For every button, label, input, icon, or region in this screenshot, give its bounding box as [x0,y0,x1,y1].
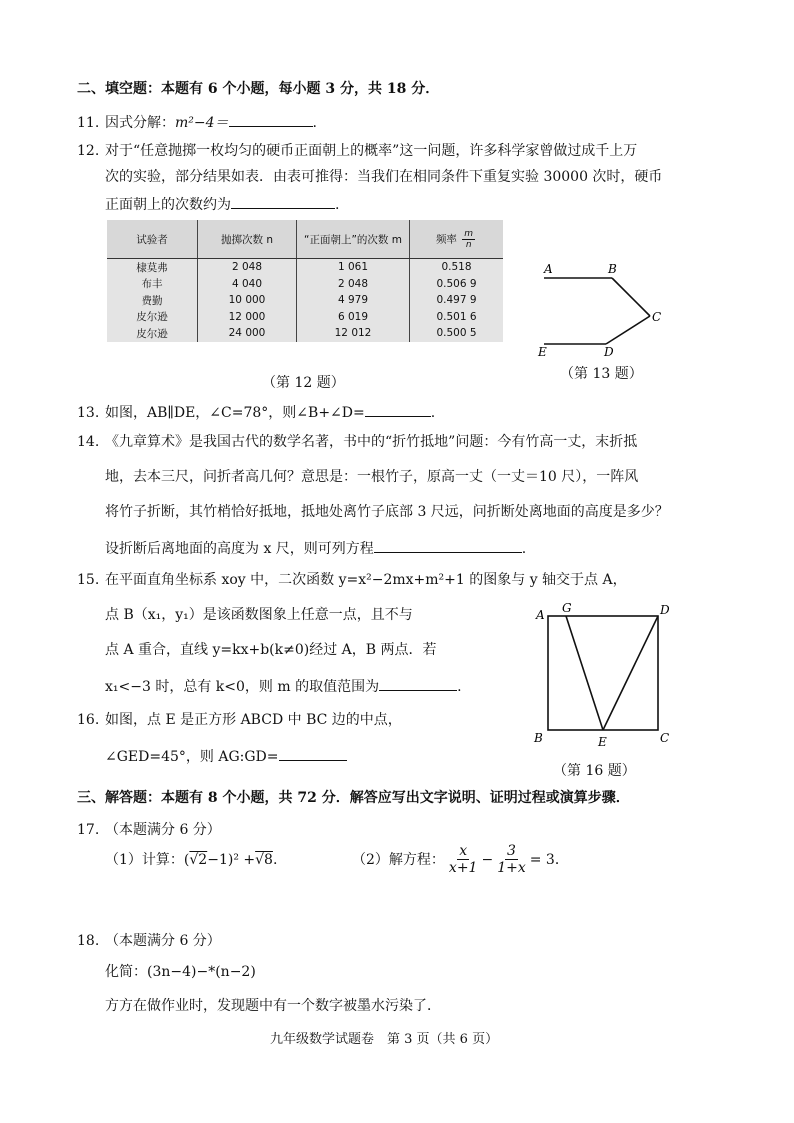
table-header-cell: “正面朝上”的次数 m [297,220,410,259]
page-footer: 九年级数学试题卷 第 3 页（共 6 页） [270,1032,499,1047]
line-bc [612,278,650,316]
table-cell: 0.506 9 [410,276,504,293]
q16-text-2: ∠GED=45°，则 AG:GD= [105,749,279,765]
q15-text-3: 点 A 重合，直线 y=kx+b(k≠0)经过 A，B 两点．若 [105,642,437,658]
q12-answer-blank[interactable] [231,194,335,209]
table-cell: 皮尔逊 [136,311,168,324]
q17-expr-mid: −1)² + [207,852,256,868]
q17-sqrt2: √2 [189,852,208,868]
frequency-denominator: n [465,239,472,250]
q17-minus: − [481,851,494,868]
q16-figure [528,602,678,752]
q16-text-1: 如图，点 E 是正方形 ABCD 中 BC 边的中点， [105,712,402,728]
q17-frac1-denominator: x+1 [448,860,478,876]
table-cell: 4 040 [198,276,297,293]
q13-answer-blank[interactable] [365,402,431,417]
question-11 [77,112,317,132]
line-cd [606,316,650,344]
q18-number: 18. [77,933,100,949]
q17-frac2-numerator: 3 [507,843,516,859]
table-row [107,309,503,326]
q13-figure [530,258,670,358]
q11-prefix: 因式分解： [105,115,175,131]
label-e: E [538,345,547,358]
label-a: A [536,608,545,622]
q18-score: （本题满分 6 分） [105,933,221,949]
table-row [107,259,503,276]
q17-fraction-2 [495,843,528,876]
q12-number: 12. [77,143,100,159]
label-c: C [652,310,662,324]
q17-sqrt8: √8 [255,852,273,868]
question-14-line4 [105,538,526,558]
table-cell: 费勤 [141,294,163,307]
q14-answer-blank[interactable] [374,538,522,553]
q13-end: . [430,405,436,421]
table-header-row [107,220,503,259]
square-abcd [548,616,658,730]
q11-expression: m²−4＝ [175,115,229,131]
q12-end: . [335,197,340,213]
table-cell: 0.497 9 [410,292,504,309]
table-cell: 12 012 [297,325,410,342]
q17-number: 17. [77,822,100,838]
q12-text-1: 对于“任意抛掷一枚均匀的硬币正面朝上的概率”这一问题，许多科学家曾做过成千上万 [105,143,638,159]
table-cell: 布丰 [141,278,163,291]
label-b: B [608,262,617,276]
label-g: G [562,602,572,615]
q14-text-1: 《九章算术》是我国古代的数学名著，书中的“折竹抵地”问题：今有竹高一丈，末折抵 [105,434,638,450]
table-cell: 1 061 [297,259,410,276]
q16-number: 16. [77,712,100,728]
table-cell: 2 048 [198,259,297,276]
q12-text-2: 次的实验，部分结果如表．由表可推得：当我们在相同条件下重复实验 30000 次时，硬币 [105,169,663,185]
table-cell: 0.500 5 [410,325,504,342]
question-16-line2 [105,746,347,766]
q14-text-3: 将竹子折断，其竹梢恰好抵地，抵地处离竹子底部 3 尺远，问折断处离地面的高度是多少？ [105,504,669,520]
q11-number: 11. [77,115,100,131]
table-cell: 12 000 [198,309,297,326]
q15-text-1: 在平面直角坐标系 xoy 中，二次函数 y=x²−2mx+m²+1 的图象与 y 轴交于点 A， [105,572,627,588]
label-d: D [604,345,614,358]
q14-number: 14. [77,434,100,450]
line-ed [603,616,658,730]
q15-end: . [457,679,462,695]
q16-caption: （第 16 题） [553,763,636,779]
label-b: B [534,731,543,745]
coin-toss-table [107,220,503,342]
q13-number: 13. [77,405,100,421]
question-18-title [77,932,221,950]
q14-text-2: 地，去本三尺，问折者高几何？意思是：一根竹子，原高一丈（一丈＝10 尺），一阵风 [105,469,639,485]
label-a: A [544,262,553,276]
q18-text-2: 方方在做作业时，发现题中有一个数字被墨水污染了． [105,998,441,1014]
table-row [107,276,503,293]
question-12-line1 [77,142,637,160]
q13-text: 如图，AB∥DE，∠C=78°，则∠B+∠D= [105,405,365,421]
q17-frac2-denominator: 1+x [497,860,526,876]
question-12-line3 [105,194,339,214]
label-e: E [598,735,607,749]
question-17-title [77,821,221,839]
table-cell: 0.518 [410,259,504,276]
frequency-fraction [462,229,475,250]
frequency-label: 频率 [435,233,457,245]
q15-text-4: x₁<−3 时，总有 k<0，则 m 的取值范围为 [105,679,380,695]
question-16-line1 [77,711,402,729]
q11-end: . [312,115,317,131]
label-c: C [660,731,670,745]
q17-part1 [105,851,277,869]
q17-part2 [352,843,569,876]
table-row [107,325,503,342]
q17-rhs: = 3． [529,851,569,868]
q17-part1-end: . [272,852,278,868]
q17-fraction-1 [447,843,480,876]
table-header-frequency [410,220,504,259]
q17-frac1-numerator: x [459,843,468,859]
q18-text-1: 化简：(3n−4)−*(n−2) [105,964,256,980]
label-d: D [660,603,670,617]
question-15-line1 [77,571,627,589]
q15-text-2: 点 B（x₁，y₁）是该函数图象上任意一点，且不与 [105,607,413,623]
q16-answer-blank[interactable] [279,746,347,761]
q17-part2-label: （2）解方程： [352,851,445,868]
q14-text-4: 设折断后离地面的高度为 x 尺，则可列方程 [105,541,374,557]
q17-part1-label: （1）计算： [105,852,184,868]
question-15-line4 [105,676,462,696]
table-cell: 0.501 6 [410,309,504,326]
q12-caption: （第 12 题） [262,375,345,391]
table-cell: 棣莫弗 [136,261,168,274]
table-cell: 皮尔逊 [136,327,168,340]
q17-score: （本题满分 6 分） [105,822,221,838]
question-14-line1 [77,433,637,451]
table-cell: 6 019 [297,309,410,326]
q11-answer-blank[interactable] [229,112,313,127]
table-header-cell: 抛掷次数 n [198,220,297,259]
section3-header: 三、解答题：本题有 8 个小题，共 72 分．解答应写出文字说明、证明过程或演算步骤． [77,790,630,806]
section2-header: 二、填空题：本题有 6 个小题，每小题 3 分，共 18 分． [77,81,440,97]
table-cell: 10 000 [198,292,297,309]
q15-answer-blank[interactable] [379,676,457,691]
q13-caption: （第 13 题） [560,366,643,382]
table-cell: 2 048 [297,276,410,293]
line-ge [566,616,603,730]
q14-end: . [521,541,527,557]
q12-text-3: 正面朝上的次数约为 [105,197,231,213]
table-row [107,292,503,309]
table-cell: 4 979 [297,292,410,309]
question-13 [77,402,435,422]
q15-number: 15. [77,572,100,588]
table-cell: 24 000 [198,325,297,342]
q17-expr-open: ( [183,852,190,868]
table-header-cell: 试验者 [107,220,198,259]
frequency-numerator: m [464,228,474,239]
